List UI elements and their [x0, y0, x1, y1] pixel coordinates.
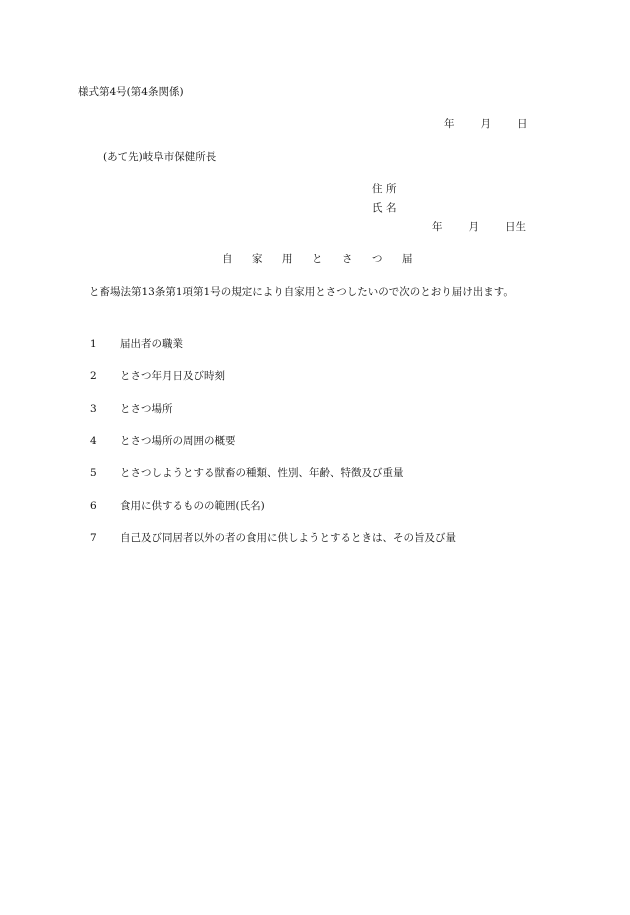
- list-item: [90, 466, 404, 480]
- list-item: [90, 369, 225, 383]
- item-number: 1: [90, 338, 97, 350]
- item-text: 届出者の職業: [120, 338, 183, 350]
- name-field: [372, 201, 397, 215]
- title-char: 家: [252, 253, 263, 265]
- addressee: (あて先)岐阜市保健所長: [103, 151, 217, 163]
- title-char: 自: [222, 253, 233, 265]
- item-number: 3: [90, 403, 97, 415]
- document-title: [222, 252, 432, 266]
- list-item: [90, 337, 183, 351]
- item-text: とさつ場所の周囲の概要: [120, 435, 236, 447]
- title-char: 届: [402, 253, 413, 265]
- item-text: とさつしようとする獣畜の種類、性別、年齢、特徴及び重量: [120, 467, 404, 479]
- title-char: 用: [282, 253, 293, 265]
- item-text: 自己及び同居者以外の者の食用に供しようとするときは、その旨及び量: [120, 532, 456, 544]
- date-year-label: 年: [444, 118, 455, 130]
- address-label-first: 住: [372, 183, 383, 195]
- birth-month-label: 月: [468, 221, 479, 233]
- name-label-second: 名: [386, 202, 397, 214]
- date-month-label: 月: [480, 118, 491, 130]
- title-char: つ: [372, 253, 383, 265]
- list-item: [90, 531, 456, 545]
- item-text: とさつ年月日及び時刻: [120, 370, 225, 382]
- birth-day-label: 日生: [505, 221, 526, 233]
- item-number: 6: [90, 500, 97, 512]
- list-item: [90, 499, 265, 513]
- birth-date: [432, 220, 526, 234]
- form-number: 様式第4号(第4条関係): [78, 86, 184, 98]
- item-text: とさつ場所: [120, 403, 173, 415]
- birth-year-label: 年: [432, 221, 443, 233]
- item-number: 4: [90, 435, 97, 447]
- title-char: さ: [342, 253, 353, 265]
- item-number: 7: [90, 532, 97, 544]
- name-label-first: 氏: [372, 202, 383, 214]
- address-field: [372, 182, 397, 196]
- body-paragraph: と畜場法第13条第1項第1号の規定により自家用とさつしたいので次のとおり届け出ます。: [89, 286, 514, 298]
- address-label-second: 所: [386, 183, 397, 195]
- title-char: と: [312, 253, 323, 265]
- date-day-label: 日: [517, 118, 528, 130]
- list-item: [90, 434, 236, 448]
- list-item: [90, 402, 173, 416]
- item-number: 5: [90, 467, 97, 479]
- submission-date: [444, 117, 528, 131]
- item-number: 2: [90, 370, 97, 382]
- item-text: 食用に供するものの範囲(氏名): [120, 500, 265, 512]
